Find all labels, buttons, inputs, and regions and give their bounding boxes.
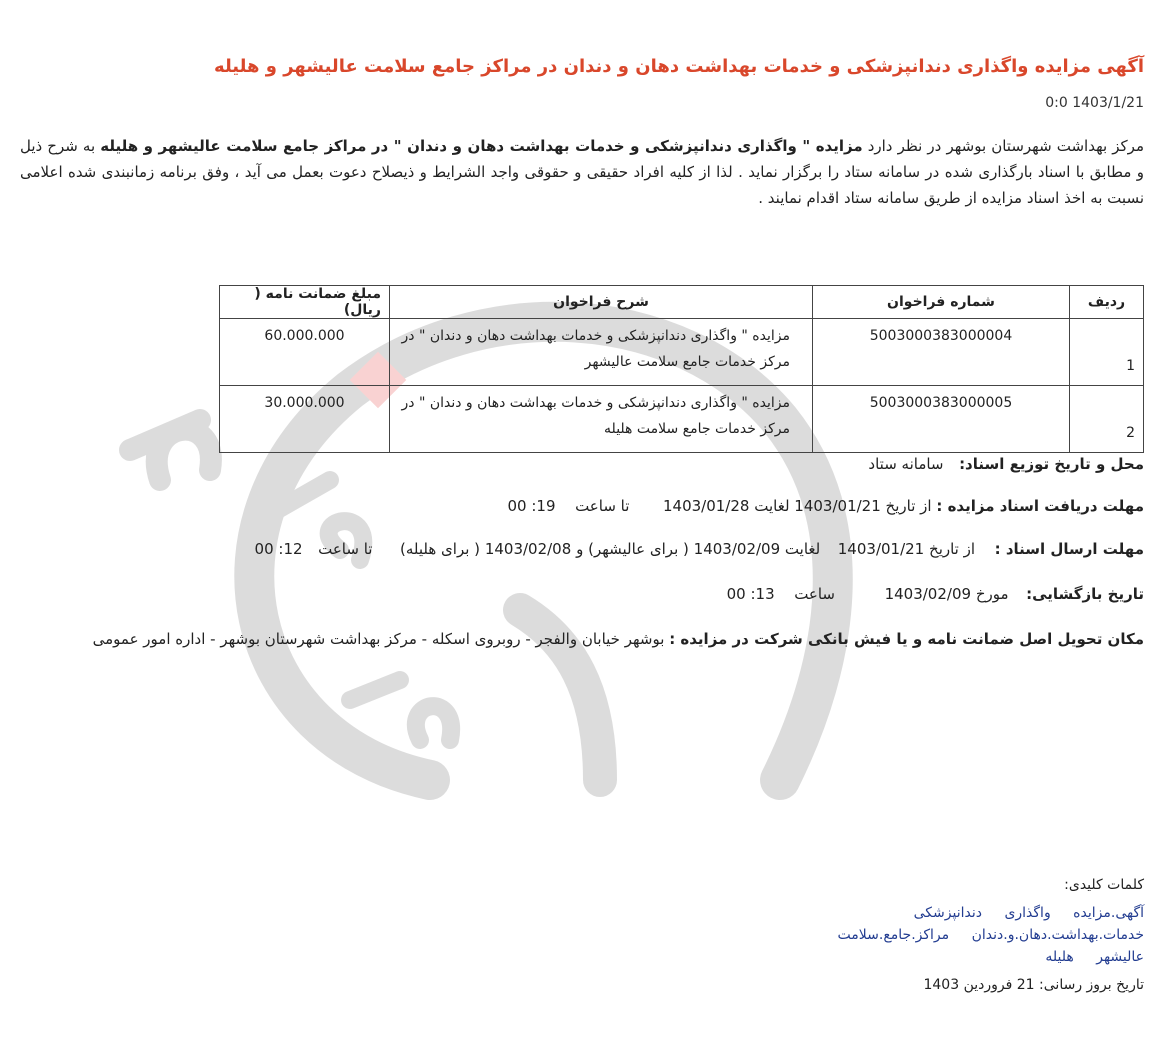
update-label: تاریخ بروز رسانی:: [1039, 977, 1144, 993]
send-note-1: ( برای عالیشهر): [588, 540, 689, 558]
guarantee-amount: 60.000.000: [220, 319, 390, 386]
intro-bold: مزایده " واگذاری دندانپزشکی و خدمات بهداشت دهان و دندان " در مراکز جامع سلامت عالیشهر و هلیله: [100, 137, 863, 155]
keyword-link[interactable]: عالیشهر: [1096, 949, 1144, 965]
keywords-label: کلمات کلیدی:: [1064, 877, 1144, 893]
send-from-date: 1403/01/21: [837, 540, 925, 558]
opening-label: تاریخ بازگشایی:: [1026, 585, 1144, 603]
table-row: [220, 319, 1144, 386]
opening-date: 1403/02/09: [884, 585, 972, 603]
keyword-link[interactable]: دندانپزشکی: [913, 905, 982, 921]
delivery-line: [20, 624, 1144, 654]
send-date-1: 1403/02/09: [693, 540, 781, 558]
intro-text-1: مرکز بهداشت شهرستان بوشهر در نظر دارد: [862, 137, 1144, 155]
table-row: [220, 386, 1144, 453]
send-time-text: تا ساعت: [318, 540, 373, 558]
keyword-link[interactable]: خدمات.بهداشت.دهان.و.دندان: [971, 927, 1144, 943]
send-deadline-label: مهلت ارسال اسناد :: [994, 540, 1144, 558]
header-call-number: شماره فراخوان: [813, 286, 1070, 319]
send-deadline-line: [255, 540, 1144, 558]
call-description: مزایده " واگذاری دندانپزشکی و خدمات بهداشت دهان و دندان " در مرکز خدمات جامع سلامت عالیشهر: [390, 319, 813, 386]
send-date-2: 1403/02/08: [484, 540, 572, 558]
header-row-number: ردیف: [1070, 286, 1144, 319]
header-description: شرح فراخوان: [390, 286, 813, 319]
opening-time-text: ساعت: [794, 585, 836, 603]
delivery-label: مکان تحویل اصل ضمانت نامه و یا فیش بانکی شرکت در مزایده :: [669, 630, 1144, 648]
distribution-label: محل و تاریخ توزیع اسناد:: [959, 455, 1144, 473]
receive-deadline-label: مهلت دریافت اسناد مزایده :: [936, 497, 1144, 515]
header-guarantee-amount: مبلغ ضمانت نامه ( ریال): [220, 286, 390, 319]
receive-from-date: 1403/01/21: [794, 497, 881, 515]
update-date: 21 فروردین 1403: [923, 977, 1035, 993]
guarantee-amount: 30.000.000: [220, 386, 390, 453]
keyword-link[interactable]: هلیله: [1045, 949, 1074, 965]
distribution-line: [868, 455, 1144, 473]
send-from-text: از تاریخ: [929, 540, 976, 558]
keyword-link[interactable]: آگهی.مزایده: [1073, 905, 1144, 921]
opening-time: 00 :13: [726, 585, 775, 603]
opening-line: [727, 585, 1144, 603]
row-number: 1: [1070, 319, 1144, 386]
send-time: 00 :12: [254, 540, 303, 558]
distribution-value: سامانه ستاد: [868, 455, 944, 473]
publish-date: 0:0 1403/1/21: [1045, 95, 1144, 111]
row-number: 2: [1070, 386, 1144, 453]
call-number: 5003000383000005: [813, 386, 1070, 453]
call-description: مزایده " واگذاری دندانپزشکی و خدمات بهداشت دهان و دندان " در مرکز خدمات جامع سلامت هلیله: [390, 386, 813, 453]
receive-time-text: تا ساعت: [575, 497, 630, 515]
keyword-link[interactable]: واگذاری: [1004, 905, 1051, 921]
page-title: آگهی مزایده واگذاری دندانپزشکی و خدمات بهداشت دهان و دندان در مراکز جامع سلامت عالیشهر و هلیله: [214, 56, 1144, 77]
send-and-text: و: [576, 540, 584, 558]
keyword-link[interactable]: مراکز.جامع.سلامت: [837, 927, 950, 943]
receive-from-text: از تاریخ: [885, 497, 932, 515]
call-number: 5003000383000004: [813, 319, 1070, 386]
send-note-2: ( برای هلیله): [400, 540, 481, 558]
keywords-list: [764, 902, 1144, 968]
delivery-value: بوشهر خیابان والفجر - روبروی اسکله - مرکز بهداشت شهرستان بوشهر - اداره امور عمومی: [92, 630, 665, 648]
intro-paragraph: [20, 133, 1144, 211]
receive-deadline-line: [508, 497, 1144, 515]
intro-text-2: به شرح ذیل و مطابق با اسناد بارگذاری شده در سامانه ستاد را برگزار نماید . لذا از کلیه افراد حقیقی و حقوقی واجد الشرایط و ذیصلاح دعوت بعمل می آید ، وفق برنامه زمانبندی شده اعلامی نسبت به اخذ اسناد مزایده از طریق سامانه ستاد اقدام نمایند .: [20, 137, 1144, 207]
send-until-text: لغایت: [784, 540, 821, 558]
receive-time: 00 :19: [507, 497, 556, 515]
receive-until-date: 1403/01/28: [662, 497, 750, 515]
calls-table: [219, 285, 1144, 453]
receive-until-text: لغایت: [754, 497, 790, 515]
update-line: [923, 977, 1144, 993]
opening-dated-text: مورخ: [975, 585, 1009, 603]
table-header-row: [220, 286, 1144, 319]
